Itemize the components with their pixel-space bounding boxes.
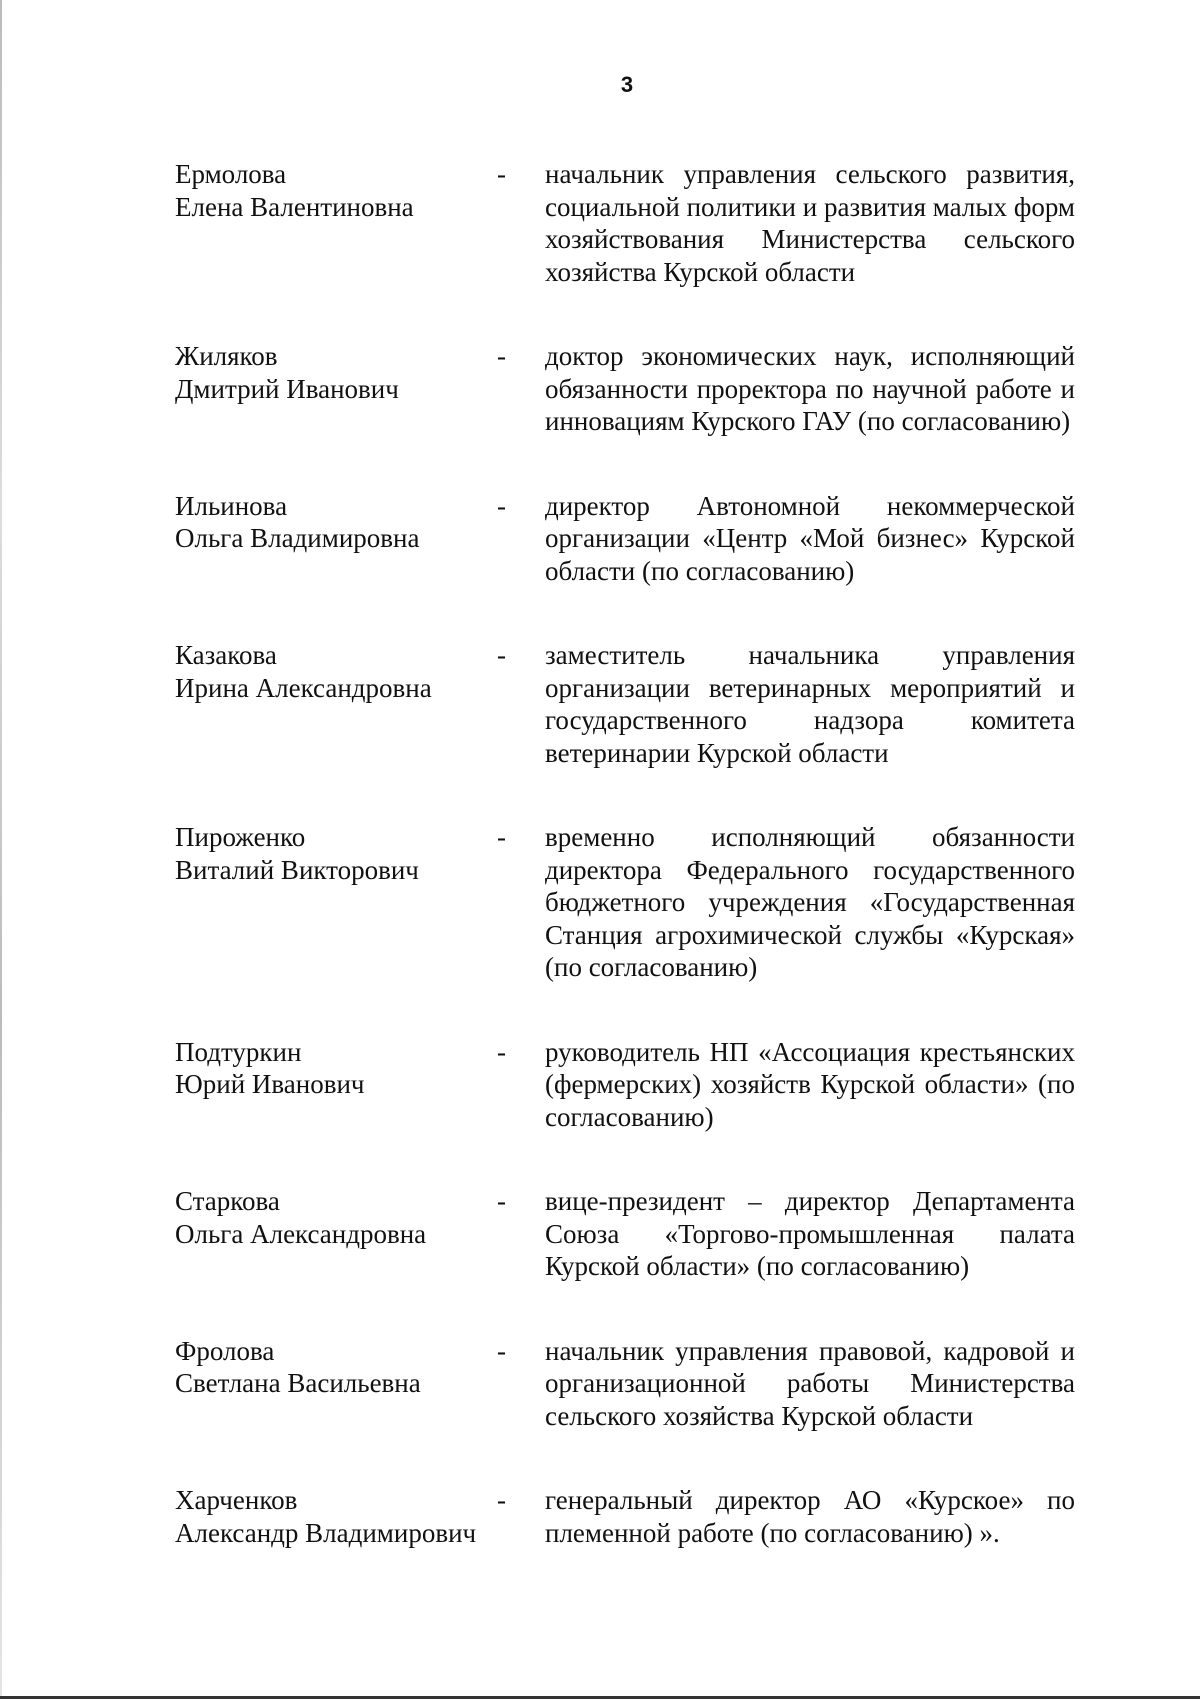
- member-position: начальник управления правовой, кадровой и организационной работы Министерства сельского хозяйства Курской области: [545, 1335, 1075, 1431]
- member-surname: Старкова: [175, 1186, 280, 1216]
- member-name: [175, 639, 495, 704]
- member-name: [175, 340, 495, 405]
- member-surname: Пироженко: [175, 822, 306, 852]
- list-item: [175, 1185, 1075, 1283]
- member-surname: Фролова: [175, 1335, 275, 1366]
- member-given-names: Светлана Васильевна: [175, 1368, 421, 1398]
- member-position: временно исполняющий обязанности директора Федерального государственного бюджетного учреждения «Государственная Станция агрохимической службы «Курская» (по согласованию): [545, 822, 1075, 982]
- dash-separator: -: [497, 1485, 506, 1515]
- member-name: [175, 158, 495, 223]
- member-name: [175, 1036, 495, 1101]
- dash-separator: -: [497, 341, 506, 371]
- member-given-names: Ирина Александровна: [175, 672, 432, 703]
- list-item: [175, 1036, 1075, 1134]
- dash-separator: -: [497, 640, 506, 670]
- member-position: руководитель НП «Ассоциация крестьянских (фермерских) хозяйств Курской области» (по согласованию): [545, 1036, 1075, 1132]
- member-given-names: Ольга Владимировна: [175, 523, 420, 553]
- page-number: 3: [620, 72, 634, 97]
- dash-separator: -: [497, 1335, 506, 1366]
- page-left-edge: [0, 0, 2, 1699]
- dash-separator: -: [497, 1036, 506, 1067]
- list-item: [175, 639, 1075, 769]
- member-list: [175, 158, 1075, 1549]
- list-item: [175, 821, 1075, 984]
- dash-separator: -: [497, 490, 506, 521]
- member-surname: Ермолова: [175, 159, 287, 189]
- member-name: [175, 1185, 495, 1250]
- member-given-names: Елена Валентиновна: [175, 191, 414, 222]
- member-surname: Жиляков: [175, 341, 278, 371]
- member-position: заместитель начальника управления организации ветеринарных мероприятий и государственного надзора комитета ветеринарии Курской области: [545, 640, 1075, 768]
- member-name: [175, 821, 495, 886]
- dash-separator: -: [497, 822, 506, 852]
- member-name: [175, 490, 495, 555]
- member-given-names: Юрий Иванович: [175, 1069, 365, 1099]
- member-given-names: Виталий Викторович: [175, 854, 419, 885]
- member-position: начальник управления сельского развития, социальной политики и развития малых форм хозяйствования Министерства сельского хозяйства Курской области: [545, 159, 1075, 287]
- member-surname: Подтуркин: [175, 1036, 302, 1067]
- member-surname: Харченков: [175, 1485, 298, 1515]
- list-item: [175, 1335, 1075, 1433]
- member-position: генеральный директор АО «Курское» по племенной работе (по согласованию) ».: [545, 1485, 1075, 1548]
- member-name: [175, 1484, 495, 1549]
- member-surname: Ильинова: [175, 490, 288, 521]
- member-given-names: Александр Владимирович: [175, 1517, 477, 1548]
- list-item: [175, 490, 1075, 588]
- member-given-names: Ольга Александровна: [175, 1218, 427, 1249]
- list-item: [175, 1484, 1075, 1549]
- member-position: директор Автономной некоммерческой организации «Центр «Мой бизнес» Курской области (по согласованию): [545, 490, 1075, 586]
- list-item: [175, 158, 1075, 288]
- dash-separator: -: [497, 1186, 506, 1216]
- member-position: вице-президент – директор Департамента Союза «Торгово-промышленная палата Курской области» (по согласованию): [545, 1186, 1075, 1281]
- dash-separator: -: [497, 159, 506, 189]
- member-surname: Казакова: [175, 640, 277, 670]
- member-name: [175, 1335, 495, 1400]
- member-position: доктор экономических наук, исполняющий обязанности проректора по научной работе и инновациям Курского ГАУ (по согласованию): [545, 341, 1075, 436]
- member-given-names: Дмитрий Иванович: [175, 373, 399, 404]
- list-item: [175, 340, 1075, 438]
